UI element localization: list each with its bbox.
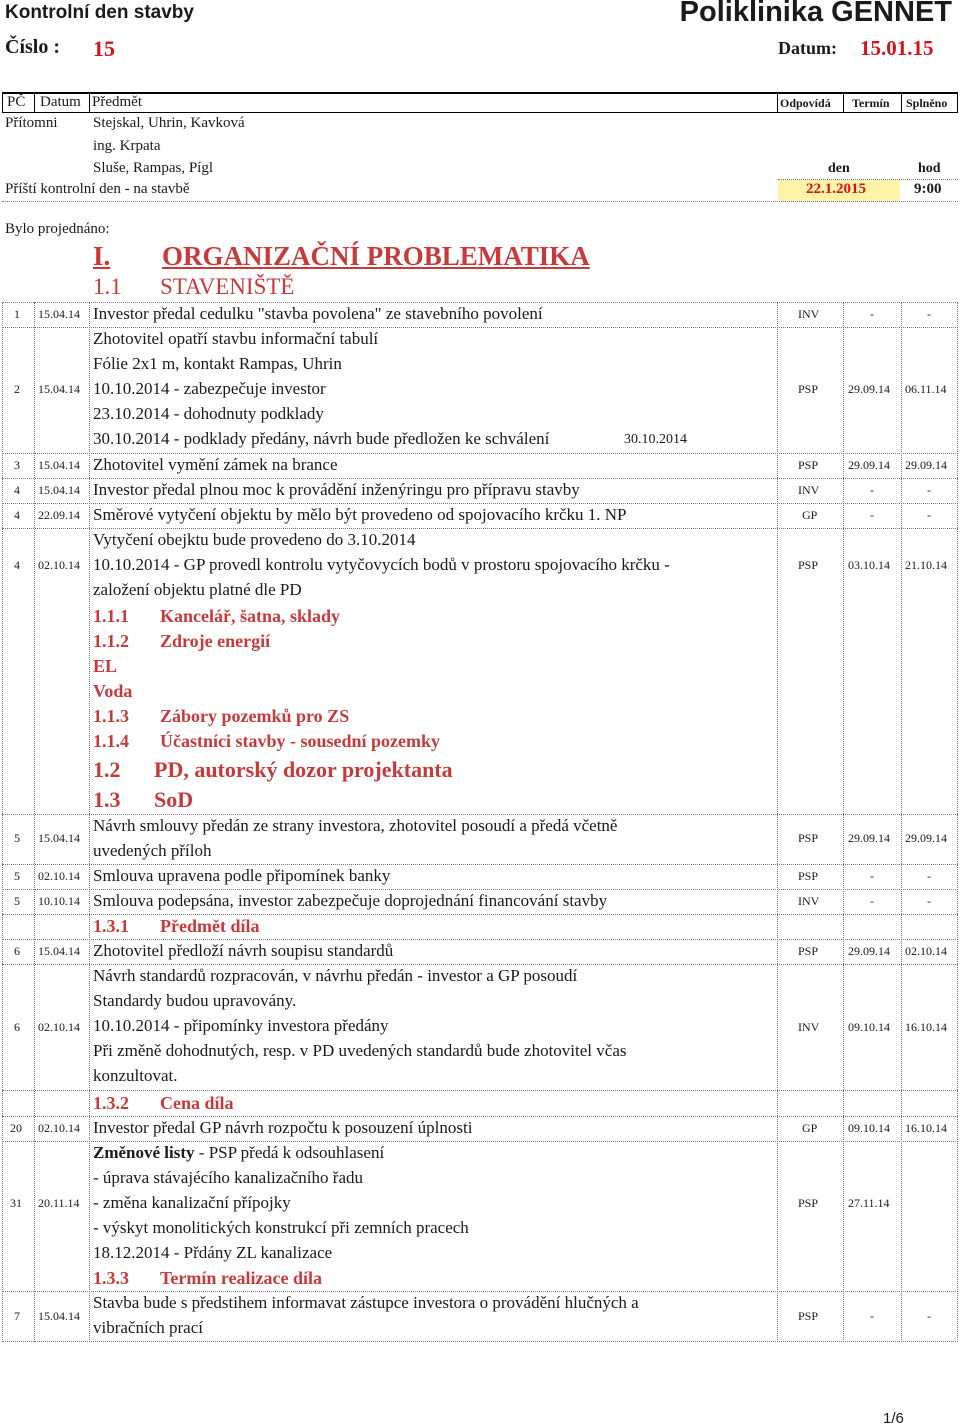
row-resp: PSP <box>798 558 819 572</box>
row-text: Návrh standardů rozpracován, v návrhu předán - investor a GP posoudí <box>93 966 578 985</box>
row-rule <box>2 814 958 815</box>
row-rule <box>2 503 958 504</box>
row-done: 06.11.14 <box>905 382 947 396</box>
page-number: 1/6 <box>883 1410 904 1427</box>
row-pc: 1 <box>14 307 20 321</box>
head-border-4 <box>843 92 844 112</box>
col-head-pc: PČ <box>7 94 26 110</box>
row-text: Stavba bude s předstihem informavat zástupce investora o provádění hlučných a <box>93 1293 639 1312</box>
subsection-title: Zábory pozemků pro ZS <box>160 706 350 726</box>
row-rule <box>2 327 958 328</box>
row-resp: INV <box>798 894 820 908</box>
row-pc: 4 <box>14 483 20 497</box>
row-done: - <box>927 1309 931 1323</box>
row-term: - <box>870 307 874 321</box>
row-done: 16.10.14 <box>905 1121 947 1135</box>
row-pc: 31 <box>10 1196 22 1210</box>
grid-col-3 <box>777 302 778 1342</box>
subsection-title: Voda <box>93 681 133 701</box>
date-value: 15.01.15 <box>860 36 934 60</box>
row-rule <box>2 1291 958 1292</box>
head-border-3 <box>777 92 778 112</box>
subsection-title: Účastníci stavby - sousední pozemky <box>160 731 441 751</box>
row-done: 16.10.14 <box>905 1020 947 1034</box>
row-text: - úprava stávajécího kanalizačního řadu <box>93 1168 363 1187</box>
subsection-number: 1.1.4 <box>93 731 129 751</box>
row-text-bold: Změnové listy <box>93 1143 195 1162</box>
row-resp: PSP <box>798 831 819 845</box>
row-term: 29.09.14 <box>848 944 890 958</box>
row-text: Investor předal cedulku "stavba povolena" ze stavebního povolení <box>93 304 543 323</box>
subsection-title: Předmět díla <box>160 916 260 936</box>
row-rule <box>2 889 958 890</box>
row-pc: 5 <box>14 869 20 883</box>
row-rule <box>2 1341 958 1342</box>
row-resp: INV <box>798 307 820 321</box>
row-text: Zhotovitel vymění zámek na brance <box>93 455 338 474</box>
subsection-number: 1.1.3 <box>93 706 129 726</box>
row-text: Vytyčení obejktu bude provedeno do 3.10.2014 <box>93 530 416 549</box>
row-resp: GP <box>802 508 818 522</box>
next-day-time: 9:00 <box>914 181 942 197</box>
row-text: - změna kanalizační přípojky <box>93 1193 291 1212</box>
next-day-bottom-rule <box>2 201 958 202</box>
row-term: - <box>870 1309 874 1323</box>
row-date: 15.04.14 <box>38 307 80 321</box>
row-date: 20.11.14 <box>38 1196 80 1210</box>
row-pc: 7 <box>14 1309 20 1323</box>
row-done: 02.10.14 <box>905 944 947 958</box>
attendee-line: Sluše, Rampas, Pígl <box>93 160 214 176</box>
row-text: 18.12.2014 - Přdány ZL kanalizace <box>93 1243 333 1262</box>
grid-col-1 <box>34 302 35 1342</box>
table-head-rule <box>2 112 958 113</box>
row-done: - <box>927 483 931 497</box>
subsection-title: Kancelář, šatna, sklady <box>160 606 341 626</box>
grid-col-5 <box>901 302 902 1342</box>
subsection-title: EL <box>93 656 118 676</box>
row-text: Smlouva upravena podle připomínek banky <box>93 866 391 885</box>
row-pc: 4 <box>14 508 20 522</box>
attendees-label: Přítomni <box>5 115 58 131</box>
next-day-date: 22.1.2015 <box>806 181 866 197</box>
subsection-number: 1.3 <box>93 787 121 812</box>
grid-col-left <box>2 302 3 1342</box>
row-date: 15.04.14 <box>38 831 80 845</box>
row-resp: PSP <box>798 382 819 396</box>
row-resp: INV <box>798 1020 820 1034</box>
subsection-title: STAVENIŠTĚ <box>160 274 295 299</box>
row-resp: PSP <box>798 1196 819 1210</box>
table-top-rule <box>2 92 958 94</box>
row-text: 23.10.2014 - dohodnuty podklady <box>93 404 324 423</box>
subsection-title: Termín realizace díla <box>160 1268 322 1288</box>
row-date: 02.10.14 <box>38 1020 80 1034</box>
row-term: - <box>870 483 874 497</box>
row-text: Zhotovitel opatří stavbu informační tabulí <box>93 329 379 348</box>
head-border-1 <box>34 92 35 112</box>
head-border-2 <box>89 92 90 112</box>
row-text: Směrové vytyčení objektu by mělo být provedeno od spojovacího krčku 1. NP <box>93 505 627 524</box>
row-rule <box>2 1141 958 1142</box>
grid-col-4 <box>843 302 844 1342</box>
head-border-right <box>957 92 958 112</box>
row-rule <box>2 914 958 915</box>
row-text: Zhotovitel předloží návrh soupisu standardů <box>93 941 394 960</box>
row-date: 15.04.14 <box>38 1309 80 1323</box>
row-resp: PSP <box>798 944 819 958</box>
row-text: 10.10.2014 - GP provedl kontrolu vytyčovycích bodů v prostoru spojovacího krčku - <box>93 555 670 574</box>
grid-col-2 <box>89 302 90 1342</box>
subsection-title: Zdroje energií <box>160 631 271 651</box>
row-text: - výskyt monolitických konstrukcí při zemních pracech <box>93 1218 469 1237</box>
next-day-hod-label: hod <box>918 161 941 176</box>
row-done: 29.09.14 <box>905 831 947 845</box>
row-date: 22.09.14 <box>38 508 80 522</box>
row-resp: INV <box>798 483 820 497</box>
col-head-termin: Termín <box>852 96 890 110</box>
row-date: 10.10.14 <box>38 894 80 908</box>
row-done: - <box>927 307 931 321</box>
row-pc: 5 <box>14 894 20 908</box>
row-text: 10.10.2014 - zabezpečuje investor <box>93 379 326 398</box>
row-term: 03.10.14 <box>848 558 890 572</box>
col-head-predmet: Předmět <box>92 94 142 110</box>
row-term: - <box>870 508 874 522</box>
row-term: 29.09.14 <box>848 831 890 845</box>
section-title: ORGANIZAČNÍ PROBLEMATIKA <box>162 241 590 271</box>
row-rule <box>2 1090 958 1091</box>
row-rule <box>2 864 958 865</box>
subsection-number: 1.1.1 <box>93 606 129 626</box>
row-text: vibračních prací <box>93 1318 203 1337</box>
row-done: 21.10.14 <box>905 558 947 572</box>
head-border-5 <box>901 92 902 112</box>
row-resp: PSP <box>798 1309 819 1323</box>
subsection-number: 1.1.2 <box>93 631 129 651</box>
subsection-number: 1.1 <box>93 274 122 299</box>
row-pc: 2 <box>14 382 20 396</box>
col-head-datum: Datum <box>40 94 81 110</box>
row-date: 15.04.14 <box>38 382 80 396</box>
row-done: - <box>927 894 931 908</box>
discussed-label: Bylo projednáno: <box>5 221 110 237</box>
section-number: I. <box>93 241 111 271</box>
row-text: Návrh smlouvy předán ze strany investora, zhotovitel posoudí a předá včetně <box>93 816 618 835</box>
col-head-splneno: Splněno <box>906 96 948 110</box>
subsection-title: Cena díla <box>160 1093 234 1113</box>
row-rule <box>2 1116 958 1117</box>
row-rule <box>2 453 958 454</box>
row-pc: 3 <box>14 458 20 472</box>
row-rule <box>2 939 958 940</box>
row-term: 29.09.14 <box>848 382 890 396</box>
row-term: - <box>870 894 874 908</box>
subsection-title: PD, autorský dozor projektanta <box>154 757 453 782</box>
grid-col-right <box>957 302 958 1342</box>
attendee-line: Stejskal, Uhrin, Kavková <box>93 115 245 131</box>
next-day-den-label: den <box>828 161 850 176</box>
row-text: Investor předal plnou moc k provádění inženýringu pro přípravu stavby <box>93 480 580 499</box>
row-resp: PSP <box>798 869 819 883</box>
row-text: uvedených příloh <box>93 841 212 860</box>
row-date: 15.04.14 <box>38 944 80 958</box>
row-term: 09.10.14 <box>848 1121 890 1135</box>
subsection-number: 1.3.3 <box>93 1268 129 1288</box>
row-rule <box>2 478 958 479</box>
subsection-title: SoD <box>154 787 194 812</box>
row-pc: 6 <box>14 1020 20 1034</box>
row-done: - <box>927 508 931 522</box>
row-pc: 4 <box>14 558 20 572</box>
row-rule <box>2 302 958 303</box>
row-text: založení objektu platné dle PD <box>93 580 302 599</box>
row-rule <box>2 964 958 965</box>
row-text <box>93 1143 384 1163</box>
row-pc: 5 <box>14 831 20 845</box>
row-rule <box>2 528 958 529</box>
row-term: 09.10.14 <box>848 1020 890 1034</box>
row-text: 10.10.2014 - připomínky investora předány <box>93 1016 389 1035</box>
project-name: Poliklinika GENNET <box>679 0 952 28</box>
row-pc: 6 <box>14 944 20 958</box>
col-head-odpovida: Odpovídá <box>780 96 831 110</box>
row-date: 02.10.14 <box>38 1121 80 1135</box>
row-date: 02.10.14 <box>38 869 80 883</box>
subsection-number: 1.2 <box>93 757 121 782</box>
next-day-label: Příští kontrolní den - na stavbě <box>5 181 190 197</box>
row-done: 29.09.14 <box>905 458 947 472</box>
date-label: Datum: <box>778 38 837 58</box>
row-resp: PSP <box>798 458 819 472</box>
subsection-number: 1.3.2 <box>93 1093 129 1113</box>
head-border-left <box>2 92 3 112</box>
row-text: Investor předal GP návrh rozpočtu k posouzení úplnosti <box>93 1118 473 1137</box>
row-text-extra: 30.10.2014 <box>624 432 687 447</box>
row-term: 29.09.14 <box>848 458 890 472</box>
attendee-line: ing. Krpata <box>93 138 161 154</box>
row-text: 30.10.2014 - podklady předány, návrh bude předložen ke schválení <box>93 429 550 448</box>
row-text: Při změně dohodnutých, resp. v PD uvedených standardů bude zhotovitel včas <box>93 1041 627 1060</box>
row-pc: 20 <box>10 1121 22 1135</box>
row-term: - <box>870 869 874 883</box>
doc-title: Kontrolní den stavby <box>5 2 194 23</box>
row-term: 27.11.14 <box>848 1196 890 1210</box>
number-label: Číslo : <box>5 36 60 58</box>
row-text: Smlouva podepsána, investor zabezpečuje doprojednání financování stavby <box>93 891 608 910</box>
row-text: Fólie 2x1 m, kontakt Rampas, Uhrin <box>93 354 342 373</box>
number-value: 15 <box>93 36 115 61</box>
row-resp: GP <box>802 1121 818 1135</box>
row-date: 02.10.14 <box>38 558 80 572</box>
row-date: 15.04.14 <box>38 458 80 472</box>
row-text: konzultovat. <box>93 1066 178 1085</box>
subsection-number: 1.3.1 <box>93 916 129 936</box>
row-text-rest: - PSP předá k odsouhlasení <box>194 1143 385 1162</box>
row-text: Standardy budou upravovány. <box>93 991 297 1010</box>
row-date: 15.04.14 <box>38 483 80 497</box>
row-done: - <box>927 869 931 883</box>
